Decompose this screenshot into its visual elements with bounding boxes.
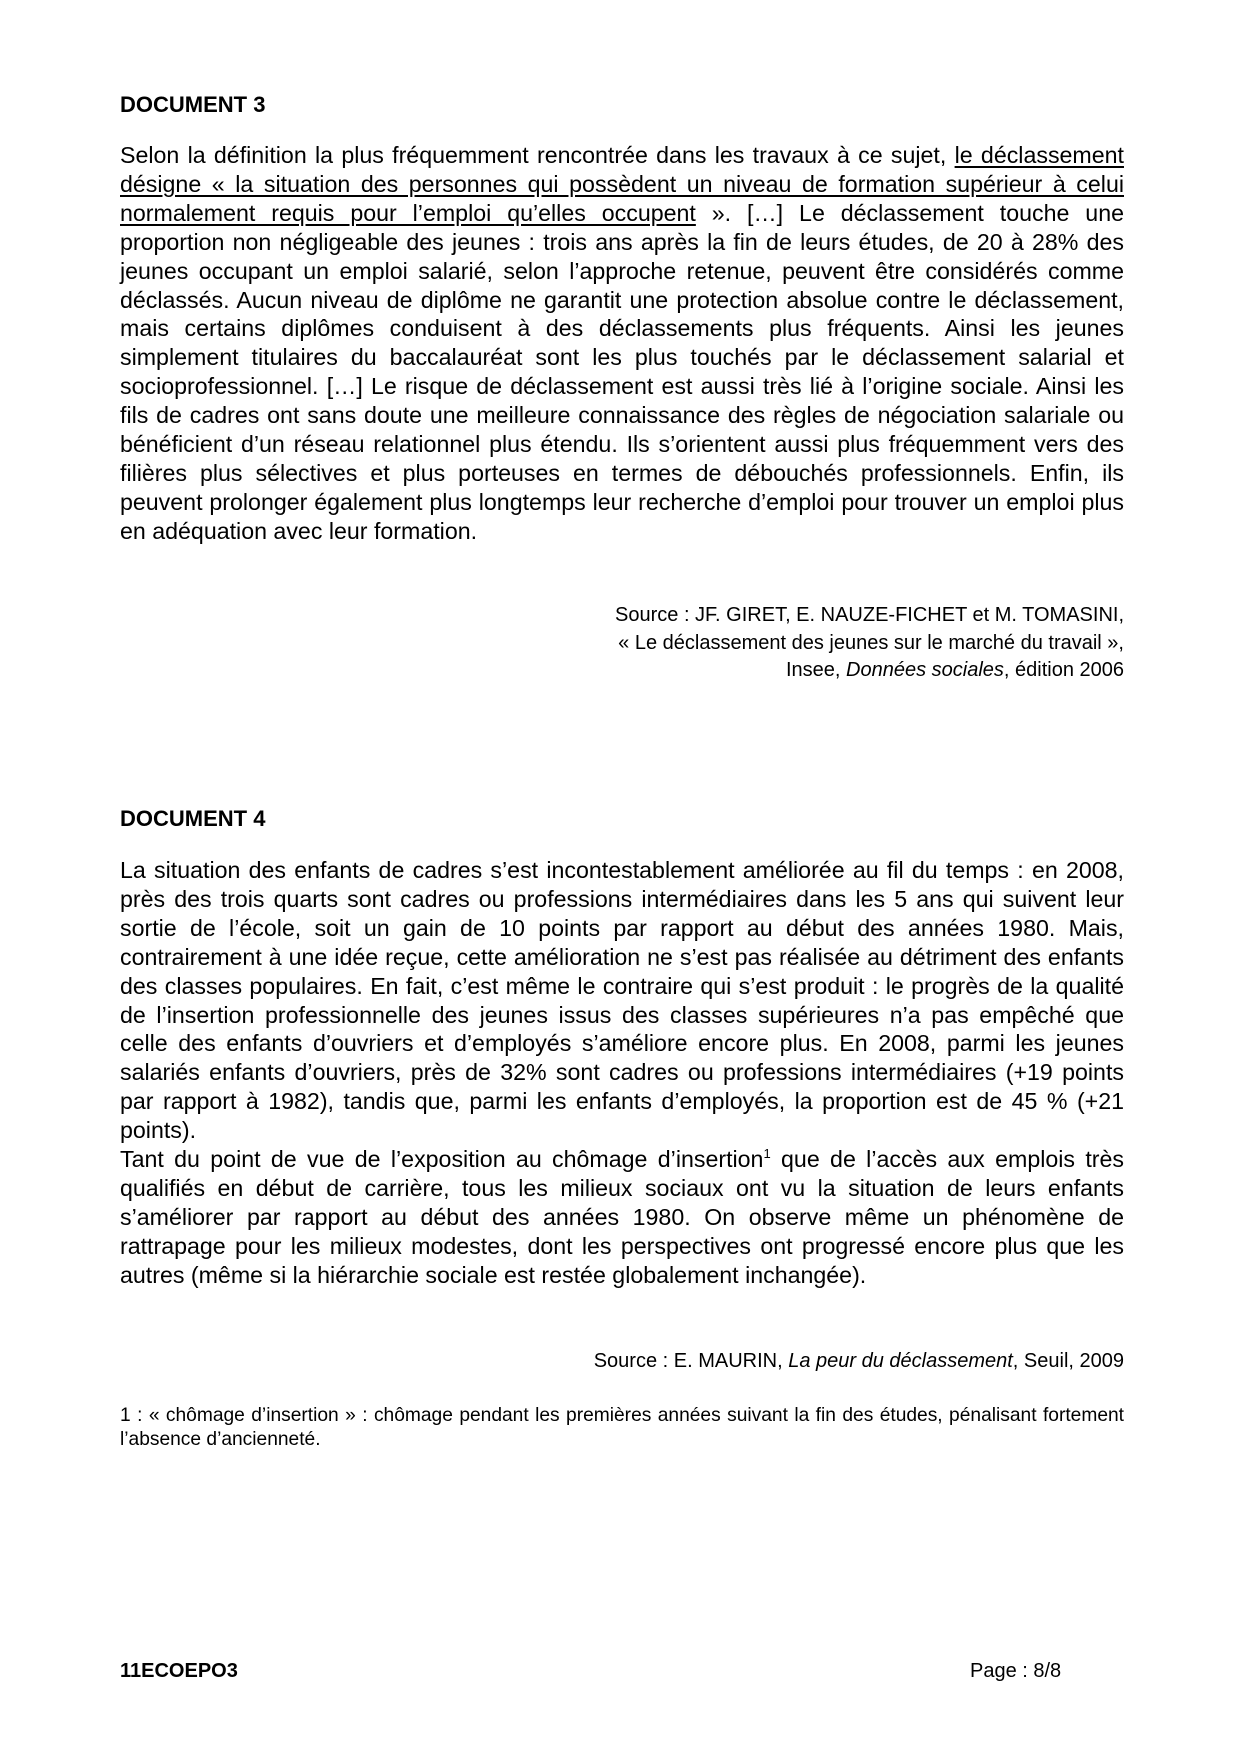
document-4-heading: DOCUMENT 4 bbox=[120, 806, 266, 831]
doc3-source-publisher: Insee, bbox=[785, 659, 847, 681]
document-4-paragraph-2 bbox=[120, 1145, 1124, 1290]
doc4-p2-start: Tant du point de vue de l’exposition au chômage d’insertion bbox=[120, 1146, 764, 1173]
document-4-paragraph-1: La situation des enfants de cadres s’est incontestablement améliorée au fil du temps : en 2008, près des trois quarts sont cadres ou professions intermédiaires dans les 5 ans qui suivent leur sortie de l’école, soit un gain de 10 points par rapport au début des années 1980. Mais, contrairement à une idée reçue, cette amélioration ne s’est pas réalisée au détriment des enfants des classes populaires. En fait, c’est même le contraire qui s’est produit : le progrès de la qualité de l’insertion professionnelle des jeunes issus des classes supérieures n’a pas empêché que celle des enfants d’ouvriers et d’employés s’améliore encore plus. En 2008, parmi les jeunes salariés enfants d’ouvriers, près de 32% sont cadres ou professions intermédiaires (+19 points par rapport à 1982), tandis que, parmi les enfants d’employés, la proportion est de 45 % (+21 points). bbox=[120, 857, 1124, 1144]
doc4-p2-rest: que de l’accès aux emplois très qualifiés en début de carrière, tous les milieux sociaux ont vu la situation de leurs enfants s’améliorer par rapport au début des années 1980. On observe même un phénomène de rattrapage pour les milieux modestes, dont les perspectives ont progressé encore plus que les autres (même si la hiérarchie sociale est restée globalement inchangée). bbox=[120, 1146, 1124, 1288]
document-3-source bbox=[615, 602, 1124, 685]
footer-code: 11ECOEPO3 bbox=[120, 1660, 238, 1682]
doc3-underlined-definition: le déclassement désigne « la situation des personnes qui possèdent un niveau de formation supérieur à celui normalement requis pour l’emploi qu’elles occupent bbox=[120, 142, 1124, 226]
document-3-heading: DOCUMENT 3 bbox=[120, 92, 266, 117]
doc4-source-publisher: , Seuil, 2009 bbox=[1012, 1350, 1124, 1372]
doc3-text-start: Selon la définition la plus fréquemment rencontrée dans les travaux à ce sujet, bbox=[120, 142, 955, 168]
document-4-body bbox=[120, 856, 1124, 1290]
doc4-source-work: La peur du déclassement bbox=[788, 1350, 1013, 1372]
document-4-footnote: 1 : « chômage d’insertion » : chômage pendant les premières années suivant la fin des études, pénalisant fortement l’absence d’ancienneté. bbox=[120, 1405, 1124, 1450]
doc3-source-title: « Le déclassement des jeunes sur le marché du travail », bbox=[618, 631, 1124, 654]
document-3-paragraph bbox=[120, 141, 1124, 546]
document-4-source bbox=[594, 1348, 1124, 1376]
doc3-source-publication bbox=[615, 657, 1124, 685]
doc3-source-work: Données sociales bbox=[846, 659, 1004, 681]
footnote-marker: 1 bbox=[763, 1146, 771, 1162]
doc3-source-edition: , édition 2006 bbox=[1003, 659, 1124, 681]
doc4-source-line bbox=[594, 1348, 1124, 1376]
doc3-text-rest: ». […] Le déclassement touche une proportion non négligeable des jeunes : trois ans après la fin de leurs études, de 20 à 28% des jeunes occupant un emploi salarié, selon l’approche retenue, peuvent être considérés comme déclassés. Aucun niveau de diplôme ne garantit une protection absolue contre le déclassement, mais certains diplômes conduisent à des déclassements plus fréquents. Ainsi les jeunes simplement titulaires du baccalauréat sont les plus touchés par le déclassement salarial et socioprofessionnel. […] Le risque de déclassement est aussi très lié à l’origine sociale. Ainsi les fils de cadres ont sans doute une meilleure connaissance des règles de négociation salariale ou bénéficient d’un réseau relationnel plus étendu. Ils s’orientent aussi plus fréquemment vers des filières plus sélectives et plus porteuses en termes de débouchés professionnels. Enfin, ils peuvent prolonger également plus longtemps leur recherche d’emploi pour trouver un emploi plus en adéquation avec leur formation. bbox=[120, 199, 1124, 544]
doc4-source-author: Source : E. MAURIN, bbox=[593, 1350, 789, 1372]
footer-page-number: Page : 8/8 bbox=[970, 1660, 1062, 1682]
doc3-source-authors: Source : JF. GIRET, E. NAUZE-FICHET et M. TOMASINI, bbox=[615, 604, 1124, 626]
